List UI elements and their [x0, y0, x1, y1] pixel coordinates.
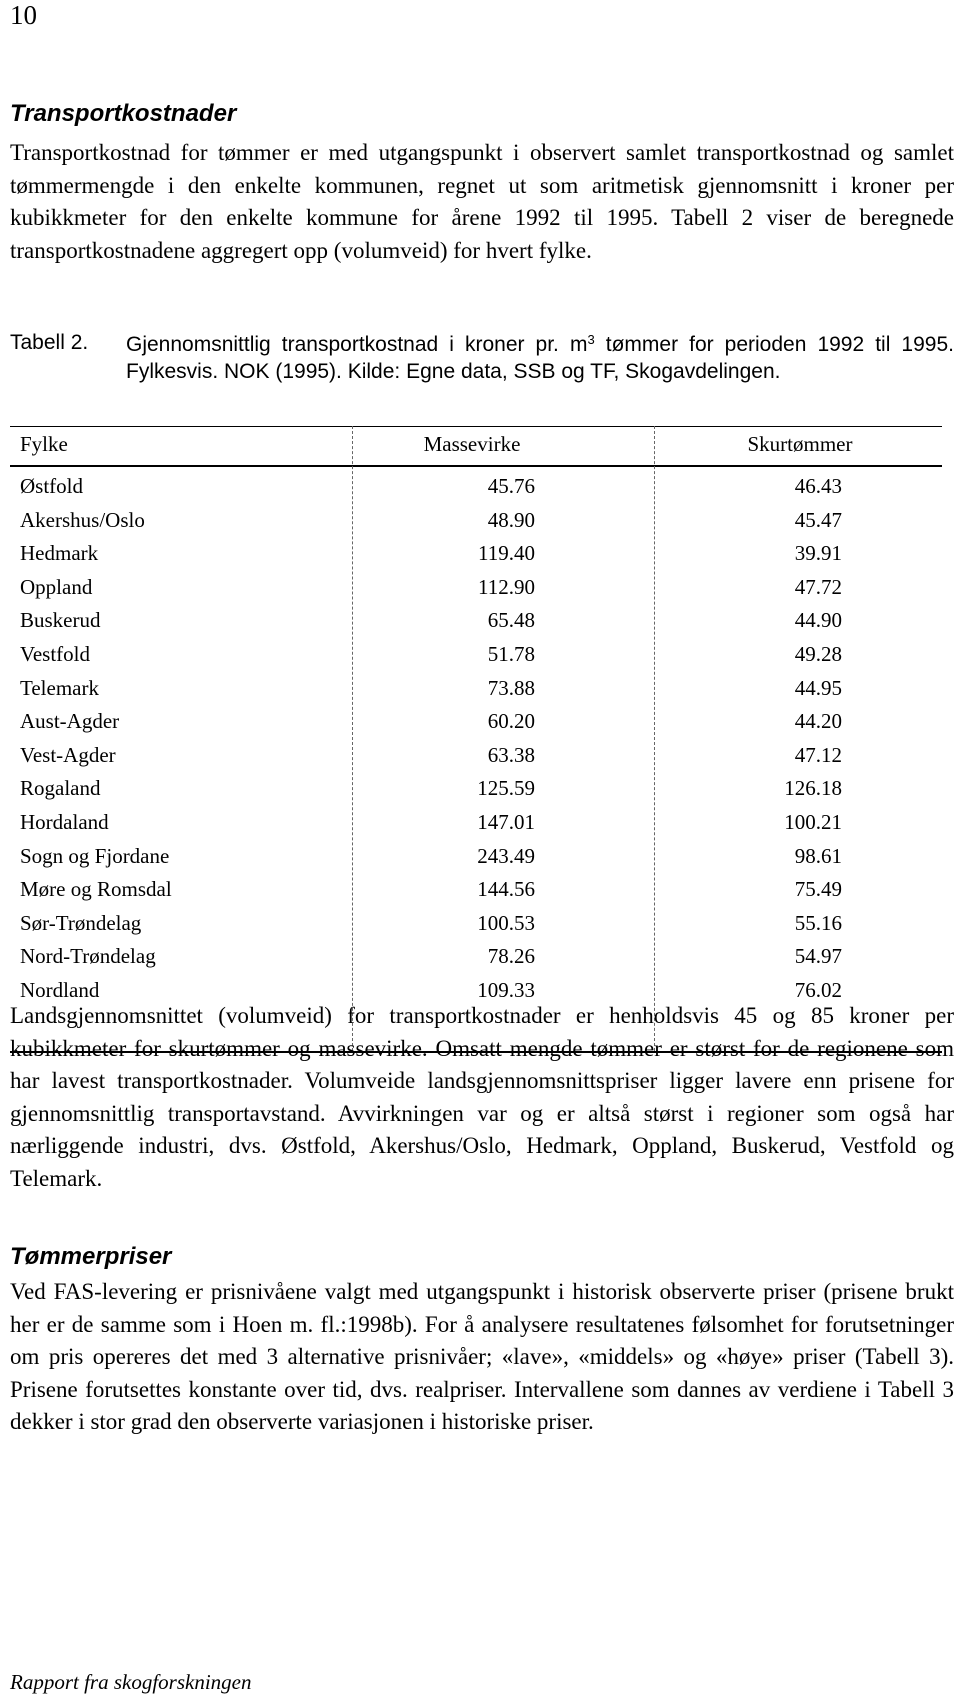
- table-caption: [126, 331, 954, 385]
- table-caption-superscript: 3: [587, 332, 595, 347]
- table-row: [10, 575, 942, 611]
- cell-fylke: Buskerud: [20, 608, 101, 633]
- table-row: [10, 911, 942, 947]
- cell-skurtommer: 55.16: [794, 910, 842, 935]
- cell-fylke: Møre og Romsdal: [20, 877, 172, 902]
- table-row: [10, 474, 942, 510]
- cell-fylke: Sør-Trøndelag: [20, 910, 142, 935]
- table-row: [10, 810, 942, 846]
- cell-skurtommer: 44.20: [794, 709, 842, 734]
- cell-skurtommer: 126.18: [784, 776, 842, 801]
- cell-fylke: Østfold: [20, 474, 83, 498]
- cell-fylke: Hordaland: [20, 810, 109, 834]
- cell-skurtommer: 76.02: [794, 978, 842, 1002]
- cell-skurtommer: 49.28: [794, 642, 842, 666]
- cell-fylke: Aust-Agder: [20, 709, 120, 734]
- cell-massevirke: 147.01: [477, 810, 535, 834]
- table-header-rule: [10, 465, 942, 467]
- cell-massevirke: 109.33: [477, 978, 535, 1002]
- cell-fylke: Nordland: [20, 978, 100, 1002]
- table-row: [10, 642, 942, 678]
- section-heading-tommerpriser: Tømmerpriser: [10, 1243, 172, 1270]
- cell-massevirke: 78.26: [487, 944, 535, 969]
- cell-massevirke: 119.40: [478, 541, 535, 566]
- cell-skurtommer: 100.21: [784, 810, 842, 834]
- report-footer: Rapport fra skogforskningen: [10, 1670, 252, 1694]
- table-row: [10, 709, 942, 745]
- cell-skurtommer: 54.97: [794, 944, 842, 969]
- table-row: [10, 541, 942, 577]
- table-row: [10, 776, 942, 812]
- table-row: [10, 508, 942, 544]
- prices-paragraph: Ved FAS-levering er prisnivåene valgt med utgangspunkt i historisk observerte priser (prisene brukt her er de samme som i Hoen m. fl.:1998b). For å analysere resultatenes følsomhet for forutsetninger om pris opereres det med 3 alternative prisnivåer; «lave», «middels» og «høye» priser (Tabell 3). Prisene forutsettes konstante over tid, dvs. realpriser. Intervallene som dannes av verdiene i Tabell 3 dekker i stor grad den observerte variasjonen i historiske priser.: [10, 1279, 954, 1434]
- cell-massevirke: 48.90: [487, 507, 535, 532]
- cell-skurtommer: 45.47: [794, 507, 842, 532]
- cell-massevirke: 65.48: [487, 608, 535, 633]
- table-caption-text-continued: tømmer for perioden 1992 til 1995. Fylkesvis. NOK (1995). Kilde: Egne data, SSB og TF, Skogavdelingen.: [126, 333, 954, 383]
- table-caption-text: Gjennomsnittlig transportkostnad i kroner pr. m: [126, 333, 588, 356]
- cell-fylke: Akershus/Oslo: [20, 507, 145, 532]
- cell-fylke: Hedmark: [20, 541, 99, 566]
- national-average-paragraph: Landsgjennomsnittet (volumveid) for transportkostnader er henholdsvis 45 og 85 kroner per kubikkmeter for skurtømmer og massevirke. Omsatt mengde tømmer er størst for de regionene som har lavest transportkostnader. Volumveide landsgjennomsnittspriser ligger lavere enn prisene for gjennomsnittlig transportavstand. Avvirkningen var og er altså størst i regioner som også har nærliggende industri, dvs. Østfold, Akershus/Oslo, Hedmark, Oppland, Buskerud, Vestfold og Telemark.: [10, 1003, 954, 1191]
- section-heading-transportkostnader: Transportkostnader: [10, 100, 237, 127]
- cell-skurtommer: 47.12: [794, 742, 842, 767]
- cell-fylke: Rogaland: [20, 776, 101, 801]
- table-row: [10, 676, 942, 712]
- cell-massevirke: 73.88: [487, 675, 535, 700]
- table-row: [10, 608, 942, 644]
- cell-skurtommer: 98.61: [794, 843, 842, 868]
- cell-fylke: Nord-Trøndelag: [20, 944, 156, 969]
- cell-fylke: Vestfold: [20, 642, 90, 666]
- cell-fylke: Oppland: [20, 574, 93, 599]
- cell-fylke: Sogn og Fjordane: [20, 843, 170, 868]
- cell-massevirke: 63.38: [487, 742, 535, 767]
- cell-skurtommer: 44.90: [794, 608, 842, 633]
- cell-skurtommer: 46.43: [794, 474, 842, 498]
- table-header-row: [10, 426, 942, 462]
- cell-massevirke: 60.20: [487, 709, 535, 734]
- table-row: [10, 743, 942, 779]
- cell-massevirke: 243.49: [477, 843, 535, 868]
- cell-skurtommer: 47.72: [794, 574, 842, 599]
- header-skurtommer: Skurtømmer: [747, 432, 853, 456]
- page-number: 10: [10, 0, 37, 30]
- cell-massevirke: 45.76: [487, 474, 535, 498]
- header-fylke: Fylke: [20, 432, 68, 456]
- cell-massevirke: 125.59: [477, 776, 535, 801]
- cell-fylke: Vest-Agder: [20, 742, 116, 767]
- cell-fylke: Telemark: [20, 675, 99, 700]
- table-row: [10, 877, 942, 913]
- cell-skurtommer: 44.95: [794, 675, 842, 700]
- table-label: Tabell 2.: [10, 331, 89, 354]
- cell-skurtommer: 75.49: [794, 877, 842, 902]
- table-row: [10, 844, 942, 880]
- cell-skurtommer: 39.91: [794, 541, 842, 566]
- intro-paragraph: Transportkostnad for tømmer er med utgangspunkt i observert samlet transportkostnad og samlet tømmermengde i den enkelte kommunen, regnet ut som aritmetisk gjennomsnitt i kroner per kubikkmeter for den enkelte kommune for årene 1992 til 1995. Tabell 2 viser de beregnede transportkostnadene aggregert opp (volumveid) for hvert fylke.: [10, 140, 954, 263]
- cell-massevirke: 112.90: [478, 574, 535, 599]
- table-row: [10, 944, 942, 980]
- cell-massevirke: 100.53: [477, 910, 535, 935]
- header-massevirke: Massevirke: [423, 432, 521, 456]
- cell-massevirke: 144.56: [477, 877, 535, 902]
- cell-massevirke: 51.78: [487, 642, 535, 666]
